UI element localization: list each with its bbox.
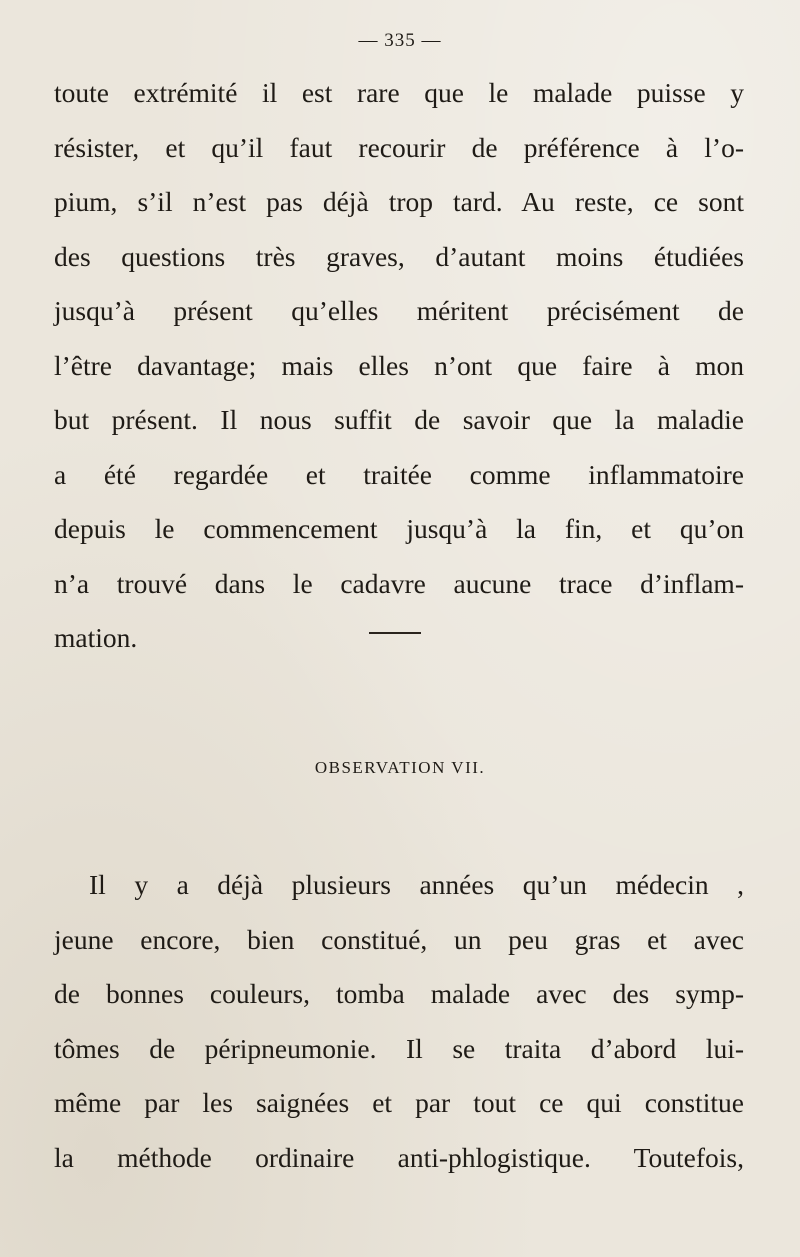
text-line: jusqu’à présent qu’elles méritent précisément de xyxy=(54,295,744,326)
paragraph-2 xyxy=(54,858,744,1185)
text-line: mation. xyxy=(54,622,138,653)
text-line: a été regardée et traitée comme inflammatoire xyxy=(54,458,744,490)
text-line: but présent. Il nous suffit de savoir que la maladie xyxy=(54,404,744,435)
text-line: l’être davantage; mais elles n’ont que faire à mon xyxy=(54,349,744,381)
text-line: résister, et qu’il faut recourir de préférence à l’o- xyxy=(54,131,744,163)
text-line: de bonnes couleurs, tomba malade avec des symp- xyxy=(54,978,744,1009)
text-line: tômes de péripneumonie. Il se traita d’abord lui- xyxy=(54,1032,744,1064)
text-line: des questions très graves, d’autant moins étudiées xyxy=(54,240,744,272)
text-line: n’a trouvé dans le cadavre aucune trace d’inflam- xyxy=(54,567,744,599)
section-separator xyxy=(369,632,421,634)
text-line: toute extrémité il est rare que le malade puisse y xyxy=(54,77,744,108)
text-line: depuis le commencement jusqu’à la fin, et qu’on xyxy=(54,513,744,544)
text-line: jeune encore, bien constitué, un peu gras et avec xyxy=(54,923,744,955)
page-number: — 335 — xyxy=(358,30,442,51)
section-heading: OBSERVATION VII. xyxy=(314,758,486,777)
text-line: la méthode ordinaire anti-phlogistique. Toutefois, xyxy=(54,1141,744,1173)
text-line: même par les saignées et par tout ce qui constitue xyxy=(54,1087,744,1118)
text-line: pium, s’il n’est pas déjà trop tard. Au reste, ce sont xyxy=(54,186,744,217)
paragraph-1 xyxy=(54,66,744,666)
text-line: Il y a déjà plusieurs années qu’un médecin , xyxy=(89,869,744,900)
